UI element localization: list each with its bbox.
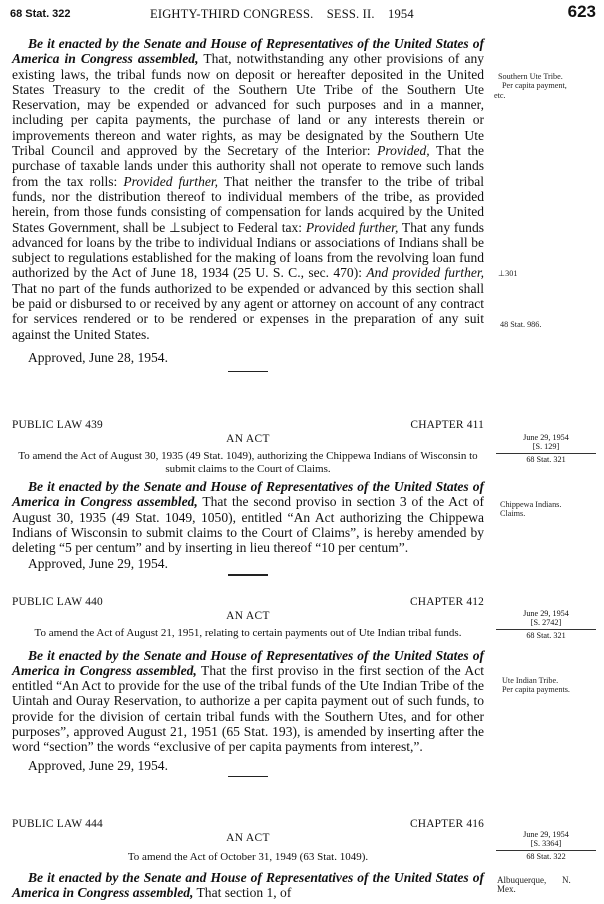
enactment-paragraph: Be it enacted by the Senate and House of Representatives of the United States of America in Congress assembled, That the second proviso in section 3 of the Act of August 30, 1935 (49 Stat. 1049, 1050), entitled “An Act authorizing the Chippewa Indians of Wisconsin to submit claims to the Court of Claims”, is hereby amended by deleting “5 per centum” and by inserting in lieu thereof “10 per centum”. (12, 479, 484, 556)
enactment-paragraph: Be it enacted by the Senate and House of Representatives of the United States of America in Congress assembled, That the first proviso in the first section of the Act entitled “An Act to provide for the use of the tribal funds of the Ute Indian Tribe of the Uintah and Ouray Reservation, to authorize a per capita payment out of such funds, to provide for the division of certain tribal funds with the Southern Utes, and for other purposes”, approved August 21, 1951 (65 Stat. 193), is amended by inserting after the word “section” the words “exclusive of per capita payments from interest,”. (12, 647, 484, 755)
act-label: AN ACT (226, 433, 270, 445)
margin-bill-box-444: June 29, 1954 [S. 3364] 68 Stat. 322 (496, 830, 596, 861)
public-law-444 (12, 818, 484, 900)
law-heading (12, 419, 484, 433)
public-law-number: PUBLIC LAW 444 (12, 818, 103, 830)
law-heading (12, 596, 484, 610)
header-congress-session: EIGHTY-THIRD CONGRESS. SESS. II. 1954 (150, 7, 414, 21)
public-law-439 (12, 419, 484, 576)
act-purpose: To amend the Act of October 31, 1949 (63 Stat. 1049). (127, 851, 369, 863)
chapter-number: CHAPTER 412 (409, 596, 484, 608)
enacting-clause: Be it enacted by the Senate and House of Representatives of the United States of America in Congress assembled, (12, 647, 484, 678)
enactment-paragraph: Be it enacted by the Senate and House of Representatives of the United States of America in Congress assembled, That, notwithstanding any other provisions of any existing laws, the tribal funds now on deposit or hereafter deposited in the United States Treasury to the credit of the Southern Ute Tribe of the Southern Ute Reservation, may be expended or advanced for such purposes and in a manner, including per capita payments, the purchase of land or any interests therein or improvements thereon and water rights, as may be designated by the Southern Ute Tribal Council and approved by the Secretary of the Interior: Provided, That the purchase of taxable lands under this authority shall not operate to remove such lands from the tax rolls: Provided further, That neither the transfer to the tribe of tribal funds, nor the distribution thereof to individual members of the tribe, as provided herein, from those funds consisting of compensation for lands acquired by the United States Government, shall be ⊥subject to Federal tax: Provided further, That any funds advanced for loans by the tribe to individual Indians or associations of Indians shall be subject to regulations established for the making of loans from the revolving loan fund authorized by the Act of June 18, 1934 (25 U. S. C., sec. 470): And provided further, That no part of the funds authorized to be expended or advanced by this section shall be paid or disbursed to or received by any agent or attorney on account of any contract for services rendered or to be rendered or expenses in the preparation of any suit against the United States. (12, 36, 485, 342)
margin-stat-citation: 48 Stat. 986. (500, 320, 542, 329)
act-purpose: To amend the Act of August 30, 1935 (49 Stat. 1049), authorizing the Chippewa Indians of Wisconsin to submit claims to the Court of Claims. (18, 450, 478, 475)
page-header (10, 2, 596, 26)
approval-date: Approved, June 29, 1954. (28, 757, 168, 773)
chapter-number: CHAPTER 411 (410, 419, 484, 431)
margin-note-chippewa: Chippewa Indians. Claims. (500, 500, 562, 519)
law-heading (12, 818, 484, 832)
divider-rule (228, 574, 268, 576)
divider-rule (228, 776, 268, 778)
margin-page-marker: ⊥301 (498, 269, 518, 278)
margin-bill-box-439: June 29, 1954 [S. 129] 68 Stat. 321 (496, 433, 596, 464)
margin-note-albuquerque: Albuquerque, N. Mex. (497, 875, 571, 895)
enacting-clause: Be it enacted by the Senate and House of Representatives of the United States of America in Congress assembled, (12, 479, 484, 510)
margin-note-ute: Ute Indian Tribe. Per capita payments. (502, 676, 570, 695)
act-label: AN ACT (226, 610, 270, 622)
page-number: 623 (567, 2, 596, 21)
act-label: AN ACT (226, 832, 270, 844)
enacting-clause: Be it enacted by the Senate and House of Representatives of the United States of America in Congress assembled, (12, 36, 484, 67)
divider-rule (228, 371, 268, 373)
enactment-paragraph: Be it enacted by the Senate and House of Representatives of the United States of America in Congress assembled, That section 1, of (12, 869, 484, 900)
margin-bill-box-440: June 29, 1954 [S. 2742] 68 Stat. 321 (496, 609, 596, 640)
public-law-number: PUBLIC LAW 440 (12, 596, 103, 608)
approval-date: Approved, June 28, 1954. (28, 349, 168, 365)
enacting-clause: Be it enacted by the Senate and House of Representatives of the United States of America in Congress assembled, (12, 869, 484, 900)
public-law-number: PUBLIC LAW 439 (12, 419, 103, 431)
chapter-number: CHAPTER 416 (409, 818, 484, 830)
section-southern-ute (12, 36, 484, 372)
approval-date: Approved, June 29, 1954. (28, 556, 168, 572)
header-stat-ref: 68 Stat. 322 (10, 8, 71, 20)
act-purpose: To amend the Act of August 21, 1951, relating to certain payments out of Ute Indian tribal funds. (34, 627, 462, 639)
public-law-440 (12, 596, 484, 777)
margin-note-southern-ute: Southern Ute Tribe. Per capita payment, etc. (494, 72, 567, 100)
